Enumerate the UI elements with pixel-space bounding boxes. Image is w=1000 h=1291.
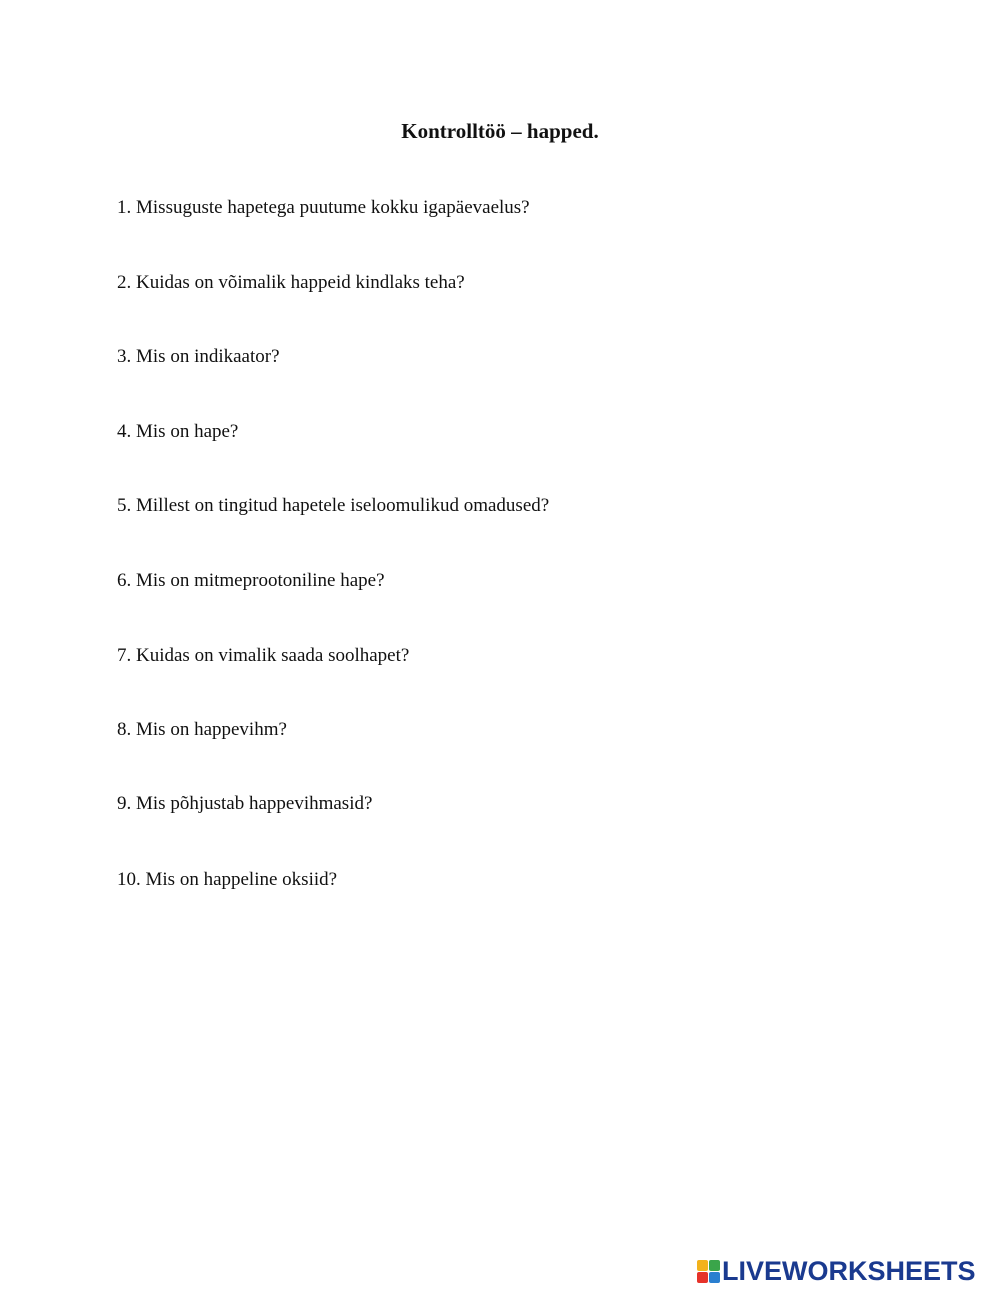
liveworksheets-logo-icon	[697, 1260, 720, 1283]
liveworksheets-logo-text: LIVEWORKSHEETS	[722, 1256, 976, 1286]
page-title: Kontrolltöö – happed.	[401, 119, 599, 143]
question-item: 6. Mis on mitmeprootoniline hape?	[117, 570, 385, 591]
question-item: 2. Kuidas on võimalik happeid kindlaks teha?	[117, 272, 465, 293]
question-item: 5. Millest on tingitud hapetele iseloomulikud omadused?	[117, 495, 550, 516]
question-item: 3. Mis on indikaator?	[117, 346, 280, 367]
question-item: 9. Mis põhjustab happevihmasid?	[117, 793, 373, 814]
question-item: 10. Mis on happeline oksiid?	[117, 869, 338, 890]
question-item: 1. Missuguste hapetega puutume kokku igapäevaelus?	[117, 197, 530, 218]
question-item: 4. Mis on hape?	[117, 421, 239, 442]
question-item: 7. Kuidas on vimalik saada soolhapet?	[117, 645, 410, 666]
question-item: 8. Mis on happevihm?	[117, 719, 287, 740]
liveworksheets-logo	[697, 1256, 976, 1286]
